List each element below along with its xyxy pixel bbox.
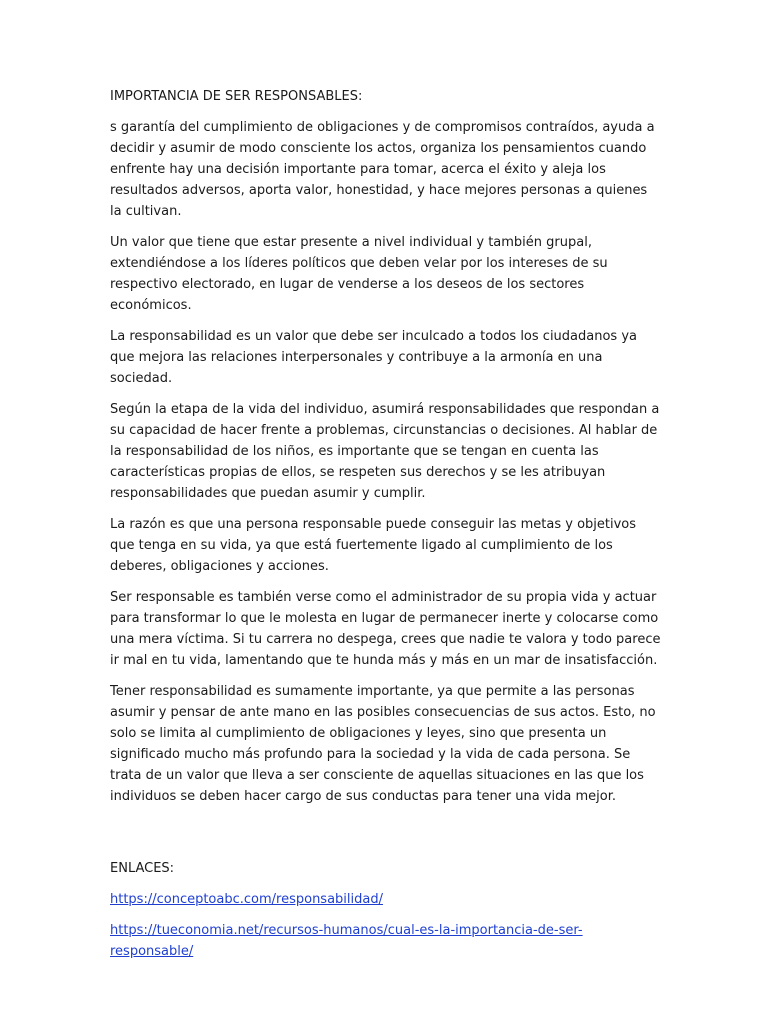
link-item-2 xyxy=(110,920,662,962)
links-heading: ENLACES: xyxy=(110,861,175,876)
paragraph-4: Según la etapa de la vida del individuo, asumirá responsabilidades que respondan a su capacidad de hacer frente a problemas, circunstancias o decisiones. Al hablar de la responsabilidad de los niños, es importante que se tengan en cuenta las características propias de ellos, se respeten sus derechos y se les atribuyan responsabilidades que puedan asumir y cumplir. xyxy=(110,402,660,501)
paragraph-1: s garantía del cumplimiento de obligaciones y de compromisos contraídos, ayuda a decidir y asumir de modo consciente los actos, organiza los pensamientos cuando enfrente hay una decisión importante para tomar, acerca el éxito y aleja los resultados adversos, aporta valor, honestidad, y hace mejores personas a quienes la cultivan. xyxy=(110,120,655,219)
paragraph-6: Ser responsable es también verse como el administrador de su propia vida y actuar para transformar lo que le molesta en lugar de permanecer inerte y colocarse como una mera víctima. Si tu carrera no despega, crees que nadie te valora y todo parece ir mal en tu vida, lamentando que te hunda más y más en un mar de insatisfacción. xyxy=(110,590,661,668)
paragraph-2: Un valor que tiene que estar presente a nivel individual y también grupal, extendiéndose a los líderes políticos que deben velar por los intereses de su respectivo electorado, en lugar de venderse a los deseos de los sectores económicos. xyxy=(110,235,608,313)
link-conceptoabc[interactable]: https://conceptoabc.com/responsabilidad/ xyxy=(110,892,383,907)
link-item-1 xyxy=(110,889,662,910)
document-title: IMPORTANCIA DE SER RESPONSABLES: xyxy=(110,89,363,104)
paragraph-5: La razón es que una persona responsable puede conseguir las metas y objetivos que tenga en su vida, ya que está fuertemente ligado al cumplimiento de los deberes, obligaciones y acciones. xyxy=(110,517,637,574)
paragraph-7: Tener responsabilidad es sumamente importante, ya que permite a las personas asumir y pensar de ante mano en las posibles consecuencias de sus actos. Esto, no solo se limita al cumplimiento de obligaciones y leyes, sino que presenta un significado mucho más profundo para la sociedad y la vida de cada persona. Se trata de un valor que lleva a ser consciente de aquellas situaciones en las que los individuos se deben hacer cargo de sus conductas para tener una vida mejor. xyxy=(110,684,656,804)
link-tueconomia[interactable]: https://tueconomia.net/recursos-humanos/cual-es-la-importancia-de-ser-responsable/ xyxy=(110,923,583,959)
document-page xyxy=(110,86,662,972)
paragraph-3: La responsabilidad es un valor que debe ser inculcado a todos los ciudadanos ya que mejora las relaciones interpersonales y contribuye a la armonía en una sociedad. xyxy=(110,329,637,386)
spacer xyxy=(110,817,662,858)
